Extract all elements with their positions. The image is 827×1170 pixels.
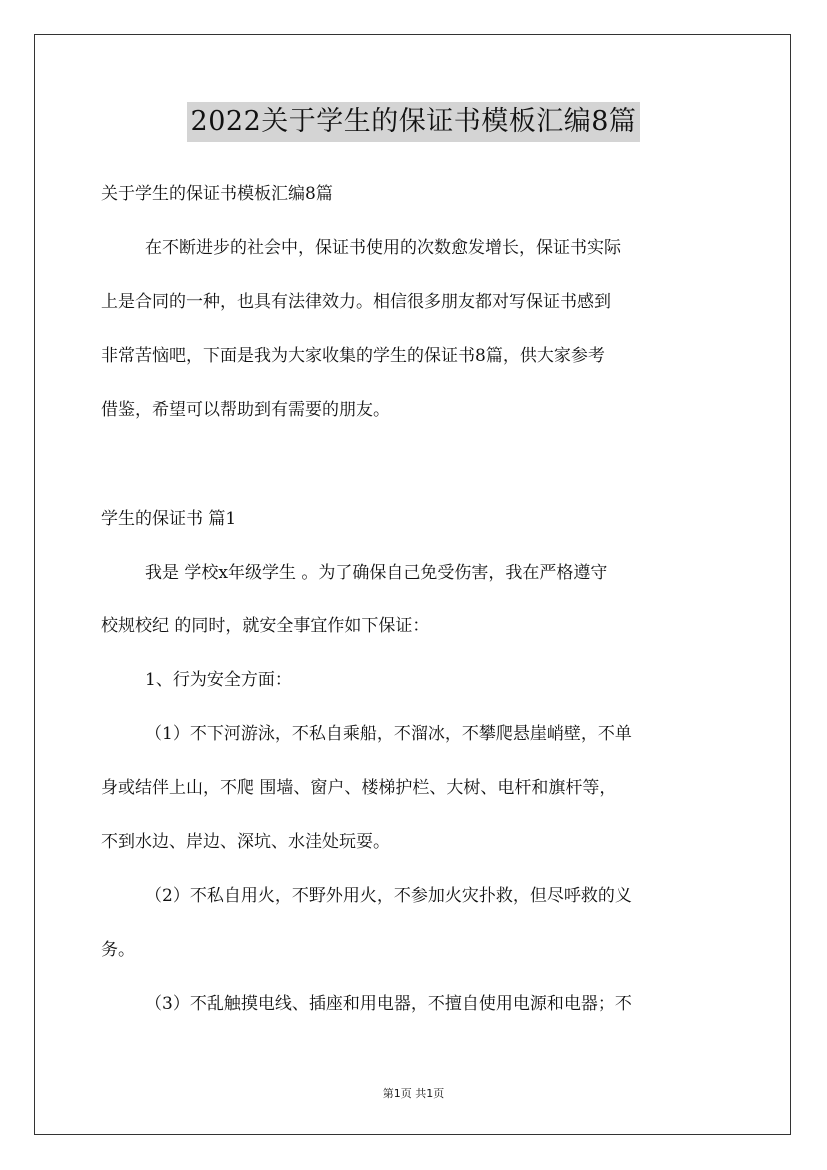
page-footer: 第1页 共1页 <box>382 1087 445 1100</box>
subtitle: 关于学生的保证书模板汇编8篇 <box>101 184 333 204</box>
body-line: 我是 学校x年级学生 。为了确保自己免受伤害，我在严格遵守 <box>145 563 608 583</box>
body-line: 上是合同的一种，也具有法律效力。相信很多朋友都对写保证书感到 <box>101 292 611 312</box>
body-line: 1、行为安全方面： <box>145 670 292 690</box>
body-line: 在不断进步的社会中，保证书使用的次数愈发增长，保证书实际 <box>145 238 621 258</box>
body-line: 校规校纪 的同时，就安全事宜作如下保证： <box>101 616 430 636</box>
body-line: 借鉴，希望可以帮助到有需要的朋友。 <box>101 400 390 420</box>
section-heading: 学生的保证书 篇1 <box>101 509 237 529</box>
title-container <box>0 102 827 142</box>
body-line: 身或结伴上山，不爬 围墙、窗户、楼梯护栏、大树、电杆和旗杆等， <box>101 778 617 798</box>
body-line: 非常苦恼吧，下面是我为大家收集的学生的保证书8篇，供大家参考 <box>101 346 605 366</box>
document-title: 2022关于学生的保证书模板汇编8篇 <box>187 102 641 142</box>
body-line: （3）不乱触摸电线、插座和用电器，不擅自使用电源和电器；不 <box>145 994 632 1014</box>
body-line: 不到水边、岸边、深坑、水洼处玩耍。 <box>101 832 390 852</box>
body-line: 务。 <box>101 940 135 960</box>
body-line: （2）不私自用火，不野外用火，不参加火灾扑救，但尽呼救的义 <box>145 886 632 906</box>
body-line: （1）不下河游泳，不私自乘船，不溜冰，不攀爬悬崖峭壁，不单 <box>145 724 632 744</box>
